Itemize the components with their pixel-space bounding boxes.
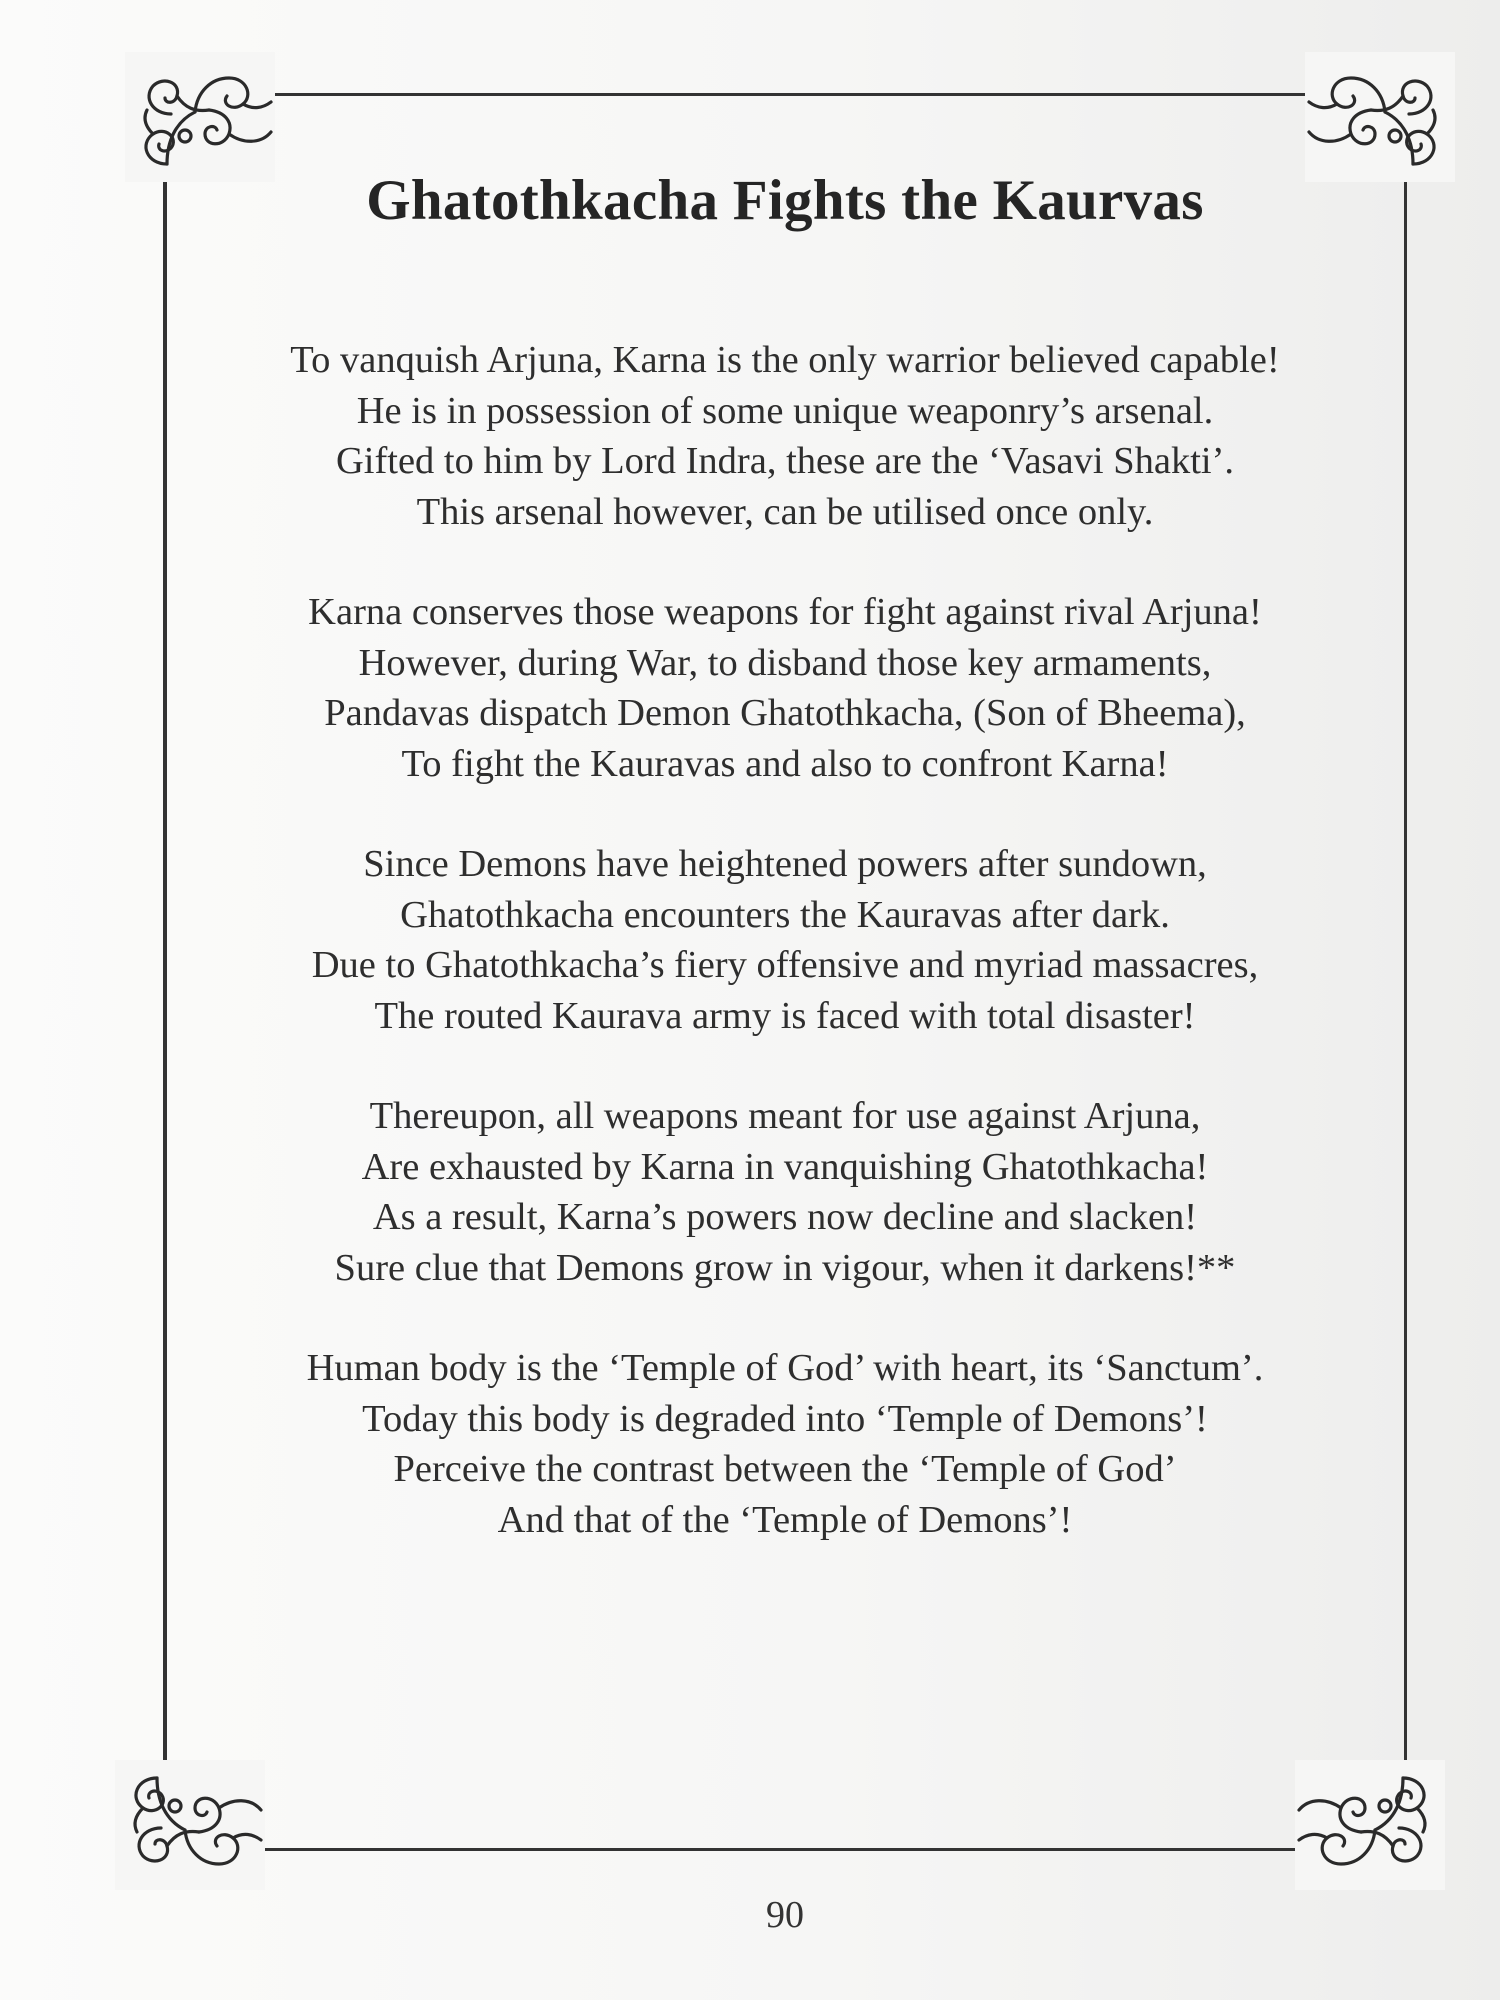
page-title: Ghatothkacha Fights the Kaurvas bbox=[366, 169, 1204, 232]
poem-line: Gifted to him by Lord Indra, these are the ‘Vasavi Shakti’. bbox=[335, 440, 1235, 482]
poem-line: Are exhausted by Karna in vanquishing Ghatothkacha! bbox=[361, 1145, 1209, 1188]
poem-line: As a result, Karna’s powers now decline and slacken! bbox=[372, 1196, 1198, 1238]
poem-body bbox=[170, 335, 1400, 1595]
poem-line: Due to Ghatothkacha’s fiery offensive and myriad massacres, bbox=[311, 944, 1259, 986]
poem-line: The routed Kaurava army is faced with total disaster! bbox=[374, 994, 1196, 1037]
stanza-3 bbox=[170, 839, 1400, 1041]
poem-line: To vanquish Arjuna, Karna is the only warrior believed capable! bbox=[290, 339, 1280, 381]
poem-line: To fight the Kauravas and also to confront Karna! bbox=[401, 742, 1169, 785]
poem-line: Today this body is degraded into ‘Temple of Demons’! bbox=[362, 1397, 1208, 1440]
stanza-1 bbox=[170, 335, 1400, 537]
poem-line: Thereupon, all weapons meant for use against Arjuna, bbox=[369, 1095, 1201, 1137]
poem-line: This arsenal however, can be utilised once only. bbox=[416, 490, 1154, 533]
poem-line: And that of the ‘Temple of Demons’! bbox=[497, 1498, 1073, 1541]
poem-line: Sure clue that Demons grow in vigour, when it darkens!** bbox=[334, 1246, 1236, 1289]
stanza-4 bbox=[170, 1091, 1400, 1293]
poem-line: He is in possession of some unique weaponry’s arsenal. bbox=[356, 389, 1214, 432]
poem-line: Since Demons have heightened powers after sundown, bbox=[363, 843, 1207, 885]
stanza-2 bbox=[170, 587, 1400, 789]
poem-line: Pandavas dispatch Demon Ghatothkacha, (Son of Bheema), bbox=[324, 692, 1246, 734]
poem-line: Karna conserves those weapons for fight against rival Arjuna! bbox=[308, 591, 1262, 633]
corner-ornament-bottom-left bbox=[115, 1760, 265, 1890]
poem-line: Perceive the contrast between the ‘Temple of God’ bbox=[393, 1448, 1177, 1490]
corner-ornament-top-left bbox=[125, 52, 275, 182]
corner-ornament-bottom-right bbox=[1295, 1760, 1445, 1890]
poem-line: Ghatothkacha encounters the Kauravas after dark. bbox=[400, 893, 1170, 936]
page-number: 90 bbox=[766, 1894, 804, 1936]
corner-ornament-top-right bbox=[1305, 52, 1455, 182]
stanza-5 bbox=[170, 1343, 1400, 1545]
poem-line: However, during War, to disband those key armaments, bbox=[358, 641, 1212, 684]
poem-line: Human body is the ‘Temple of God’ with heart, its ‘Sanctum’. bbox=[306, 1347, 1264, 1389]
